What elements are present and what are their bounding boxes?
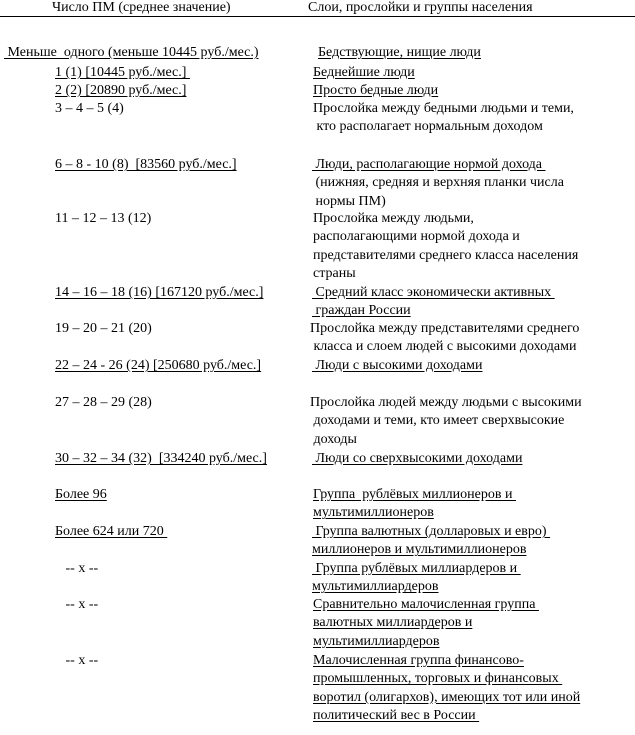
header-column-strata: Слои, прослойки и группы населения bbox=[308, 0, 533, 15]
stratum-text-line: доходы bbox=[310, 431, 357, 447]
row-1-pm-count bbox=[55, 64, 190, 82]
pm-count-text: 3 – 4 – 5 (4) bbox=[55, 101, 124, 116]
stratum-text-line: политический вес в России bbox=[313, 707, 480, 723]
stratum-text-line: воротил (олигархов), имеющих тот или иной bbox=[313, 689, 581, 705]
stratum-text-line: Средний класс экономически активных bbox=[312, 285, 555, 300]
row-4-stratum bbox=[312, 156, 564, 211]
row-15-pm-count bbox=[55, 652, 98, 670]
stratum-text-line: Люди, располагающие нормой дохода bbox=[312, 157, 546, 172]
pm-count-text: Более 96 bbox=[55, 487, 107, 502]
header-column-pm-count: Число ПМ (среднее значение) bbox=[52, 0, 231, 15]
row-13-stratum bbox=[312, 560, 521, 597]
stratum-text-line: Прослойка между бедными людьми и теми, bbox=[313, 101, 574, 116]
stratum-text-line: Группа рублёвых миллионеров и bbox=[313, 487, 516, 502]
row-9-pm-count bbox=[55, 394, 152, 412]
stratum-text-line: граждан России bbox=[312, 303, 411, 319]
stratum-text-line: нормы ПМ) bbox=[312, 193, 386, 209]
stratum-text-line: (нижняя, средняя и верхняя планки числа bbox=[312, 175, 564, 191]
row-9-stratum bbox=[310, 394, 582, 449]
row-6-pm-count bbox=[55, 284, 263, 302]
stratum-text-line: мультимиллиардеров bbox=[313, 633, 440, 649]
pm-count-text: 11 – 12 – 13 (12) bbox=[55, 211, 152, 226]
stratum-text-line: Сравнительно малочисленная группа bbox=[313, 597, 539, 612]
pm-count-text: -- х -- bbox=[55, 653, 99, 668]
stratum-text-line: страны bbox=[313, 265, 356, 281]
pm-count-text: -- х -- bbox=[55, 561, 99, 576]
header-rule bbox=[0, 16, 635, 17]
row-10-pm-count bbox=[55, 450, 267, 468]
row-13-pm-count bbox=[55, 560, 98, 578]
row-14-stratum bbox=[313, 596, 539, 651]
stratum-text-line: промышленных, торговых и финансовых bbox=[313, 671, 563, 687]
stratum-text-line: класса и слоем людей с высокими доходами bbox=[310, 339, 577, 355]
row-3-pm-count bbox=[55, 100, 124, 118]
row-10-stratum bbox=[312, 450, 522, 468]
row-15-stratum bbox=[313, 652, 580, 725]
stratum-text-line: мультимиллионеров bbox=[313, 505, 434, 521]
pm-count-text: 2 (2) [20890 руб./мес.] bbox=[55, 83, 187, 98]
stratum-text-line: Просто бедные люди bbox=[313, 83, 439, 98]
stratum-text-line: Люди с высокими доходами bbox=[312, 358, 483, 373]
stratum-text-line: располагающими нормой дохода и bbox=[313, 229, 520, 245]
stratum-text-line: Группа рублёвых миллиардеров и bbox=[312, 561, 521, 576]
row-2-pm-count bbox=[55, 82, 186, 100]
row-7-stratum bbox=[310, 320, 579, 357]
pm-count-text: 1 (1) [10445 руб./мес.] bbox=[55, 65, 190, 80]
pm-count-text: 27 – 28 – 29 (28) bbox=[55, 395, 152, 410]
pm-count-text: 14 – 16 – 18 (16) [167120 руб./мес.] bbox=[55, 285, 264, 300]
stratum-text-line: Беднейшие люди bbox=[313, 65, 415, 80]
row-11-stratum bbox=[313, 486, 516, 523]
stratum-text-line: кто располагает нормальным доходом bbox=[313, 119, 543, 135]
stratum-text-line: Малочисленная группа финансово- bbox=[313, 653, 524, 668]
pm-count-text: 6 – 8 - 10 (8) [83560 руб./мес.] bbox=[55, 157, 237, 172]
row-2-stratum bbox=[313, 82, 438, 100]
row-8-stratum bbox=[312, 357, 482, 375]
row-5-pm-count bbox=[55, 210, 151, 228]
row-6-stratum bbox=[312, 284, 555, 321]
row-14-pm-count bbox=[55, 596, 98, 614]
stratum-text-line: валютных миллиардеров и bbox=[313, 615, 473, 631]
row-7-pm-count bbox=[55, 320, 152, 338]
row-5-stratum bbox=[313, 210, 578, 283]
row-4-pm-count bbox=[55, 156, 237, 174]
stratum-text-line: представителями среднего класса населения bbox=[313, 247, 579, 263]
stratum-text-line: доходами и теми, кто имеет сверхвысокие bbox=[310, 413, 565, 429]
row-1-stratum bbox=[313, 64, 415, 82]
stratum-text-line: мультимиллиардеров bbox=[312, 579, 439, 595]
stratum-text-line: Прослойка между представителями среднего bbox=[310, 321, 580, 336]
pm-count-text: 22 – 24 - 26 (24) [250680 руб./мес.] bbox=[55, 358, 262, 373]
stratum-text-line: Прослойка между людьми, bbox=[313, 211, 474, 226]
pm-count-text: Более 624 или 720 bbox=[55, 524, 168, 539]
row-11-pm-count bbox=[55, 486, 107, 504]
stratum-text-line: Бедствующие, нищие люди bbox=[318, 45, 481, 60]
row-8-pm-count bbox=[55, 357, 261, 375]
table-header bbox=[0, 0, 620, 18]
row-0-pm-count bbox=[4, 44, 259, 62]
pm-count-text: -- х -- bbox=[55, 597, 99, 612]
row-12-pm-count bbox=[55, 523, 167, 541]
row-12-stratum bbox=[312, 523, 550, 560]
stratum-text-line: Группа валютных (долларовых и евро) bbox=[312, 524, 551, 539]
row-3-stratum bbox=[313, 100, 574, 137]
pm-count-text: 30 – 32 – 34 (32) [334240 руб./мес.] bbox=[55, 451, 267, 466]
stratum-text-line: Прослойка людей между людьми с высокими bbox=[310, 395, 582, 410]
stratum-text-line: Люди со сверхвысокими доходами bbox=[312, 451, 523, 466]
stratum-text-line: миллионеров и мультимиллионеров bbox=[312, 542, 527, 558]
pm-count-text: Меньше одного (меньше 10445 руб./мес.) bbox=[4, 45, 259, 60]
row-0-stratum bbox=[318, 44, 481, 62]
pm-count-text: 19 – 20 – 21 (20) bbox=[55, 321, 152, 336]
